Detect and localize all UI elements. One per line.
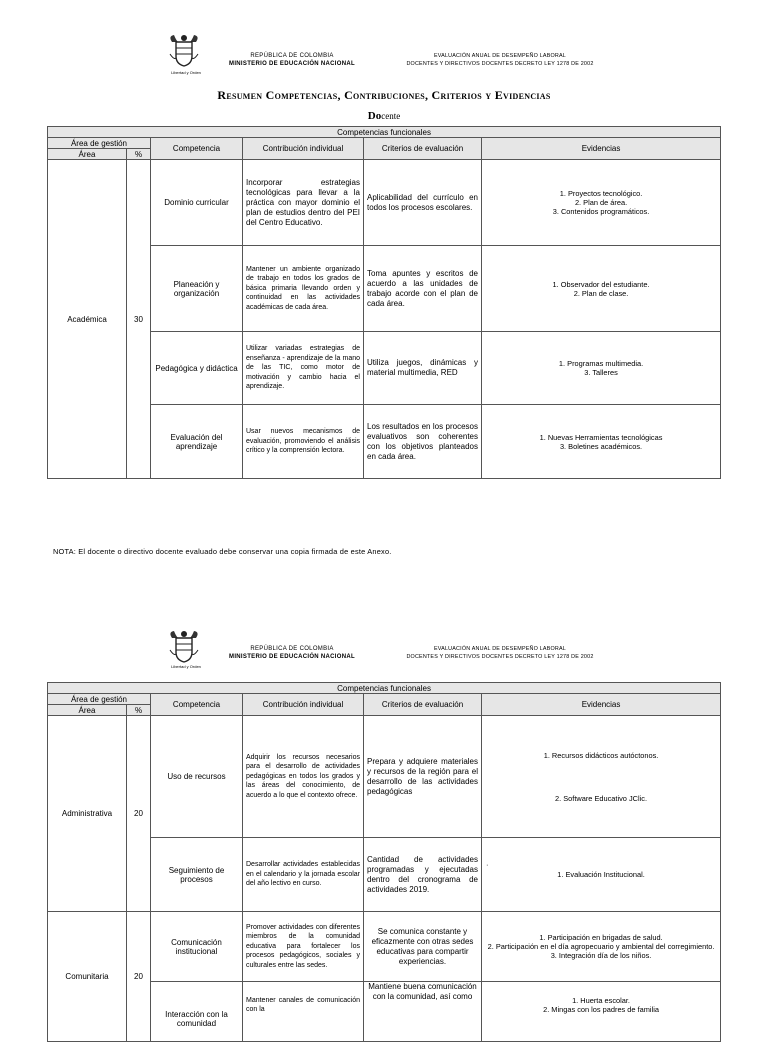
ministry-name: MINISTERIO DE EDUCACIÓN NACIONAL bbox=[229, 61, 355, 67]
evidencias-cell bbox=[482, 838, 721, 912]
competencia-cell: Pedagógica y didáctica bbox=[151, 332, 243, 405]
table-group-header: Competencias funcionales bbox=[48, 683, 721, 694]
evidencias-cell bbox=[482, 160, 721, 246]
table-row bbox=[48, 160, 721, 246]
competencia-cell: Uso de recursos bbox=[151, 716, 243, 838]
evidence-item: 1. Observador del estudiante. bbox=[552, 279, 650, 289]
header-right bbox=[380, 52, 620, 68]
table-row bbox=[48, 912, 721, 982]
subtitle-main: Do bbox=[367, 110, 382, 122]
evidence-item: 1. Recursos didácticos autóctonos. bbox=[543, 750, 659, 760]
contribucion-cell: Mantener canales de comunicación con la bbox=[243, 982, 364, 1042]
evidence-item: 2. Plan de área. bbox=[574, 198, 628, 207]
evidence-item: 3. Talleres bbox=[584, 368, 618, 377]
contribucion-header: Contribución individual bbox=[243, 694, 364, 716]
seal-caption: Libertad y Orden bbox=[171, 70, 201, 75]
ministry-name: MINISTERIO DE EDUCACIÓN NACIONAL bbox=[229, 654, 355, 660]
contribucion-cell: Usar nuevos mecanismos de evaluación, promoviendo el análisis crítico y la comprensión lectora. bbox=[243, 405, 364, 479]
evidence-item: 3. Boletines académicos. bbox=[559, 441, 643, 451]
criterios-header: Criterios de evaluación bbox=[364, 138, 482, 160]
pct-cell: 30 bbox=[127, 160, 151, 479]
evidencias-cell bbox=[482, 405, 721, 479]
competencia-cell: Dominio curricular bbox=[151, 160, 243, 246]
evaluation-name: EVALUACIÓN ANUAL DE DESEMPEÑO LABORAL bbox=[433, 53, 567, 59]
competencia-header: Competencia bbox=[151, 138, 243, 160]
header-left bbox=[222, 52, 362, 68]
competencia-cell: Comunicación institucional bbox=[151, 912, 243, 982]
decree-line: DOCENTES Y DIRECTIVOS DOCENTES DECRETO LEY 1278 DE 2002 bbox=[406, 61, 594, 67]
evidencias-cell bbox=[482, 332, 721, 405]
header-right bbox=[380, 645, 620, 661]
contribucion-cell: Mantener un ambiente organizado de trabajo en todos los grados de básica primaria llevando orden y continuidad en las actividades académicas de cada área. bbox=[243, 246, 364, 332]
evidence-item: 1. Programas multimedia. bbox=[558, 359, 644, 368]
header-left bbox=[222, 645, 362, 661]
criterios-header: Criterios de evaluación bbox=[364, 694, 482, 716]
criterios-cell: Prepara y adquiere materiales y recursos de la región para el desarrollo de las actividades pedagógicas bbox=[364, 716, 482, 838]
contribucion-header: Contribución individual bbox=[243, 138, 364, 160]
decree-line: DOCENTES Y DIRECTIVOS DOCENTES DECRETO LEY 1278 DE 2002 bbox=[406, 654, 594, 660]
evidence-item: 2. Participación en el día agropecuario y ambiental del corregimiento. bbox=[487, 942, 715, 951]
evaluation-name: EVALUACIÓN ANUAL DE DESEMPEÑO LABORAL bbox=[433, 646, 567, 652]
colombia-seal-icon bbox=[166, 628, 202, 668]
evidence-item: 1. Huerta escolar. bbox=[572, 996, 630, 1005]
republic-name: REPÚBLICA DE COLOMBIA bbox=[250, 53, 334, 59]
contribucion-cell: Adquirir los recursos necesarios para el desarrollo de actividades pedagógicas en todos los grados y las áreas del conocimiento, de acuerdo a lo que el contexto ofrece. bbox=[243, 716, 364, 838]
area-cell: Comunitaria bbox=[48, 912, 127, 1042]
evidence-item: 2. Plan de clase. bbox=[573, 288, 629, 298]
competencies-table-2 bbox=[47, 682, 721, 1042]
colombia-seal-icon bbox=[166, 32, 202, 72]
subtitle-small: cente bbox=[381, 111, 401, 121]
evidence-item: 2. Mingas con los padres de familia bbox=[543, 1005, 659, 1014]
criterios-cell: Aplicabilidad del currículo en todos los procesos escolares. bbox=[364, 160, 482, 246]
page-title: Resumen Competencias, Contribuciones, Criterios y Evidencias bbox=[217, 88, 551, 102]
table-group-header: Competencias funcionales bbox=[48, 127, 721, 138]
contribucion-cell: Desarrollar actividades establecidas en el calendario y la jornada escolar del año lectivo en curso. bbox=[243, 838, 364, 912]
competencia-cell: Evaluación del aprendizaje bbox=[151, 405, 243, 479]
competencia-cell: Planeación y organización bbox=[151, 246, 243, 332]
contribucion-cell: Promover actividades con diferentes miembros de la comunidad educativa para fortalecer los procesos pedagógicos, sociales y culturales entre las sedes. bbox=[243, 912, 364, 982]
area-cell: Administrativa bbox=[48, 716, 127, 912]
area-header: Área bbox=[48, 149, 127, 160]
pct-cell: 20 bbox=[127, 716, 151, 912]
criterios-cell: Toma apuntes y escritos de acuerdo a las unidades de trabajo acorde con el plan de cada área. bbox=[364, 246, 482, 332]
area-group-header: Área de gestión bbox=[48, 138, 151, 149]
criterios-cell: Los resultados en los procesos evaluativos son coherentes con los objetivos planteados en cada área. bbox=[364, 405, 482, 479]
page-subtitle bbox=[0, 110, 768, 122]
criterios-cell: Mantiene buena comunicación con la comunidad, así como bbox=[364, 982, 482, 1042]
stray-mark: · bbox=[486, 860, 489, 869]
table-row bbox=[48, 716, 721, 838]
evidence-item: 3. Integración día de los niños. bbox=[550, 951, 652, 960]
pct-header: % bbox=[127, 149, 151, 160]
evidencias-cell bbox=[482, 246, 721, 332]
evidence-item: 1. Participación en brigadas de salud. bbox=[539, 933, 663, 942]
competencies-table-1 bbox=[47, 126, 721, 479]
page-header-2 bbox=[0, 622, 768, 672]
area-group-header: Área de gestión bbox=[48, 694, 151, 705]
contribucion-cell: Incorporar estrategias tecnológicas para llevar a la práctica con mayor dominio el plan de estudios dentro del PEI del Centro Educativo. bbox=[243, 160, 364, 246]
seal-caption: Libertad y Orden bbox=[171, 664, 201, 669]
evidencias-cell bbox=[482, 912, 721, 982]
contribucion-cell: Utilizar variadas estrategias de enseñanza - aprendizaje de la mano de las TIC, como motor de motivación y cambio hacia el aprendizaje. bbox=[243, 332, 364, 405]
criterios-cell: Se comunica constante y eficazmente con otras sedes educativas para compartir experiencias. bbox=[364, 912, 482, 982]
evidence-item: 1. Evaluación Institucional. bbox=[557, 870, 645, 879]
evidence-item: 3. Contenidos programáticos. bbox=[552, 207, 650, 216]
page-header-1 bbox=[0, 24, 768, 74]
competencia-cell: Interacción con la comunidad bbox=[151, 982, 243, 1042]
evidencias-header: Evidencias bbox=[482, 138, 721, 160]
republic-name: REPÚBLICA DE COLOMBIA bbox=[250, 646, 334, 652]
area-header: Área bbox=[48, 705, 127, 716]
evidencias-cell bbox=[482, 982, 721, 1042]
evidencias-header: Evidencias bbox=[482, 694, 721, 716]
evidence-item: 2. Software Educativo JClic. bbox=[555, 793, 648, 803]
note-text: NOTA: El docente o directivo docente evaluado debe conservar una copia firmada de este Anexo. bbox=[53, 547, 392, 556]
competencia-header: Competencia bbox=[151, 694, 243, 716]
area-cell: Académica bbox=[48, 160, 127, 479]
competencia-cell: Seguimiento de procesos bbox=[151, 838, 243, 912]
criterios-cell: Utiliza juegos, dinámicas y material multimedia, RED bbox=[364, 332, 482, 405]
evidencias-cell bbox=[482, 716, 721, 838]
pct-cell: 20 bbox=[127, 912, 151, 1042]
evidence-item: 1. Proyectos tecnológico. bbox=[559, 189, 643, 198]
evidence-item: 1. Nuevas Herramientas tecnológicas bbox=[539, 432, 663, 442]
pct-header: % bbox=[127, 705, 151, 716]
criterios-cell: Cantidad de actividades programadas y ejecutadas dentro del cronograma de actividades 2019. bbox=[364, 838, 482, 912]
